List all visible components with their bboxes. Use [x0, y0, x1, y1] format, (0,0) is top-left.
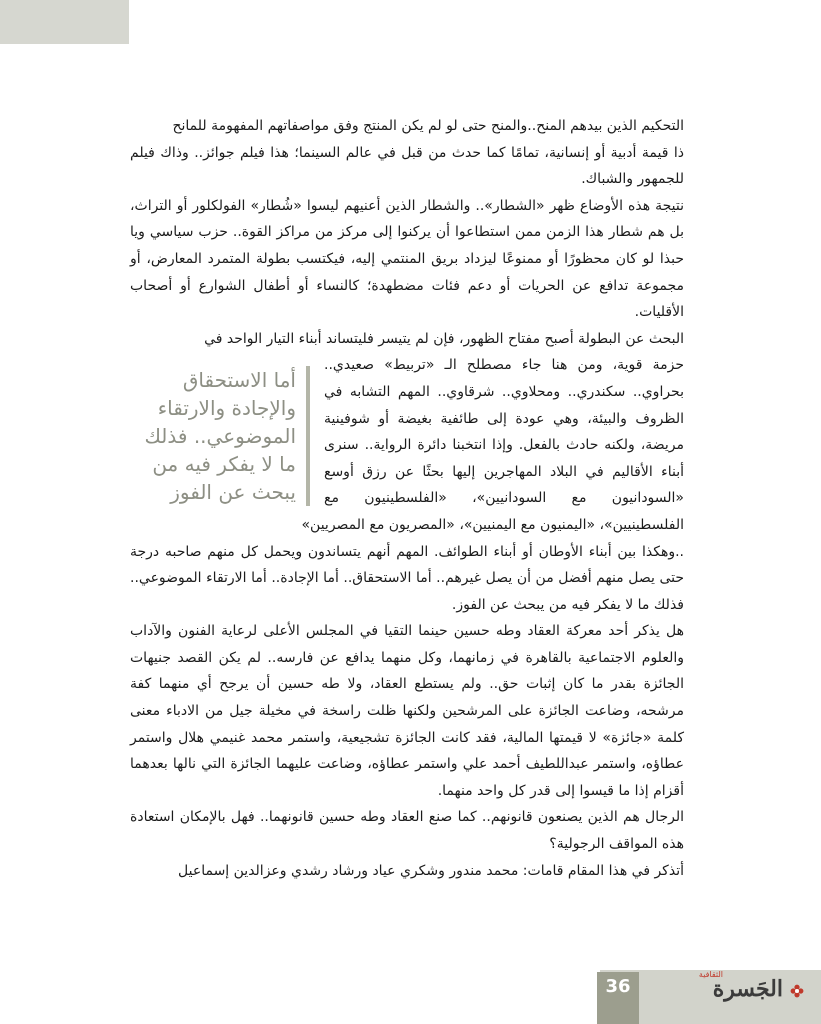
pull-quote-line: الموضوعي.. فذلك — [144, 424, 296, 449]
paragraph: هل يذكر أحد معركة العقاد وطه حسين حينما التقيا في المجلس الأعلى لرعاية الفنون والآداب والعلوم الاجتماعية بالقاهرة في زمانهما، وكل منهما يدافع عن فارسه.. لم يكن القصد جنيهات الجائزة بقدر ما كان إثبات حق.. ولم يستطع العقاد، ولا طه حسين أن يرجح أي منهما كفة مرشحه، وضاعت الجائزة على المرشحين ولكنها ظلت راسخة في مخيلة جيل من الادباء معنى كلمة «جائزة» لا قيمتها المالية، فقد كانت الجائزة تشجيعية، واستمر محمد غنيمي هلال واستمر عطاؤه، واستمر عبداللطيف أحمد علي واستمر عطاؤه، وضاعت عليهما الجائزة التي نالها بعدهما أقزام إذا ما قيسوا إلى قدر كل واحد منهما. — [130, 623, 684, 799]
paragraph: حزمة قوية، ومن هنا جاء مصطلح الـ «تربيط» صعيدي.. بحراوي.. سكندري.. ومحلاوي.. شرقاوي.. المهم التشابه في الظروف والبيئة، وهي عودة إلى طائفية بغيضة أو شوفينية مريضة، ولكنه حادث بالفعل. وإذا انتخبنا دائرة الرواية.. سنرى أبناء الأقاليم في البلاد المهاجرين إليها بحثًا عن رزق أوسع «السودانيون مع السودانيين»، «الفلسطينيون مع الفلسطينيين»، «اليمنيون مع اليمنيين»، «المصريون مع المصريين» — [301, 357, 684, 533]
paragraph: الرجال هم الذين يصنعون قانونهم.. كما صنع العقاد وطه حسين قانونهما.. فهل بالإمكان استعادة هذه المواقف الرجولية؟ — [130, 809, 684, 853]
pull-quote-line: والإجادة والارتقاء — [157, 396, 296, 421]
flower-icon — [790, 984, 804, 998]
paragraph: أتذكر في هذا المقام قامات: محمد مندور وشكري عياد ورشاد رشدي وعزالدين إسماعيل — [178, 862, 684, 879]
paragraph: ذا قيمة أدبية أو إنسانية، تمامًا كما حدث من قبل في عالم السينما؛ هذا فيلم جوائز.. وذاك فيلم للجمهور والشباك. — [130, 144, 684, 188]
paragraph: البحث عن البطولة أصبح مفتاح الظهور، فإن لم يتيسر فليتساند أبناء التيار الواحد في — [204, 330, 684, 347]
magazine-logo — [648, 970, 818, 1010]
pull-quote-line: ما لا يفكر فيه من — [152, 452, 296, 477]
pull-quote — [130, 366, 310, 506]
paragraph: نتيجة هذه الأوضاع ظهر «الشطار».. والشطار الذين أعنيهم ليسوا «شُطار» الفولكلور أو التراث، بل هم شطار هذا الزمن ممن استطاعوا أن يركنوا إلى مركز من مراكز القوة.. حزب سياسي ويا حبذا لو كان محظورًا أو ممنوعًا ليزداد بريق المنتمي إليه، فيكتسب بطولة المتمرد المعارض، أو مجموعة تدافع عن الحريات أو دعم فئات مضطهدة؛ كالنساء أو أطفال الشوارع أو أصحاب الأقليات. — [130, 197, 684, 321]
logo-subtitle: الثقافية — [698, 970, 723, 979]
pullquote-section — [130, 352, 684, 538]
paragraph: التحكيم الذين بيدهم المنح..والمنح حتى لو لم يكن المنتج وفق مواصفاتهم المفهومة للمانح — [172, 118, 684, 134]
article-body — [130, 113, 684, 884]
paragraph: ..وهكذا بين أبناء الأوطان أو أبناء الطوائف. المهم أنهم يتساندون ويحمل كل منهم صاحبه درجة حتى يصل منهم أفضل من أن يصل غيرهم.. أما الاستحقاق.. أما الإجادة.. أما الارتقاء الموضوعي.. فذلك ما لا يفكر فيه من يبحث عن الفوز. — [130, 543, 684, 613]
pull-quote-line: أما الاستحقاق — [182, 368, 296, 393]
pull-quote-line: يبحث عن الفوز — [170, 480, 296, 505]
page-number: 36 — [605, 976, 631, 997]
corner-tab — [0, 0, 129, 44]
logo-title: الجَسرة — [712, 976, 783, 1002]
